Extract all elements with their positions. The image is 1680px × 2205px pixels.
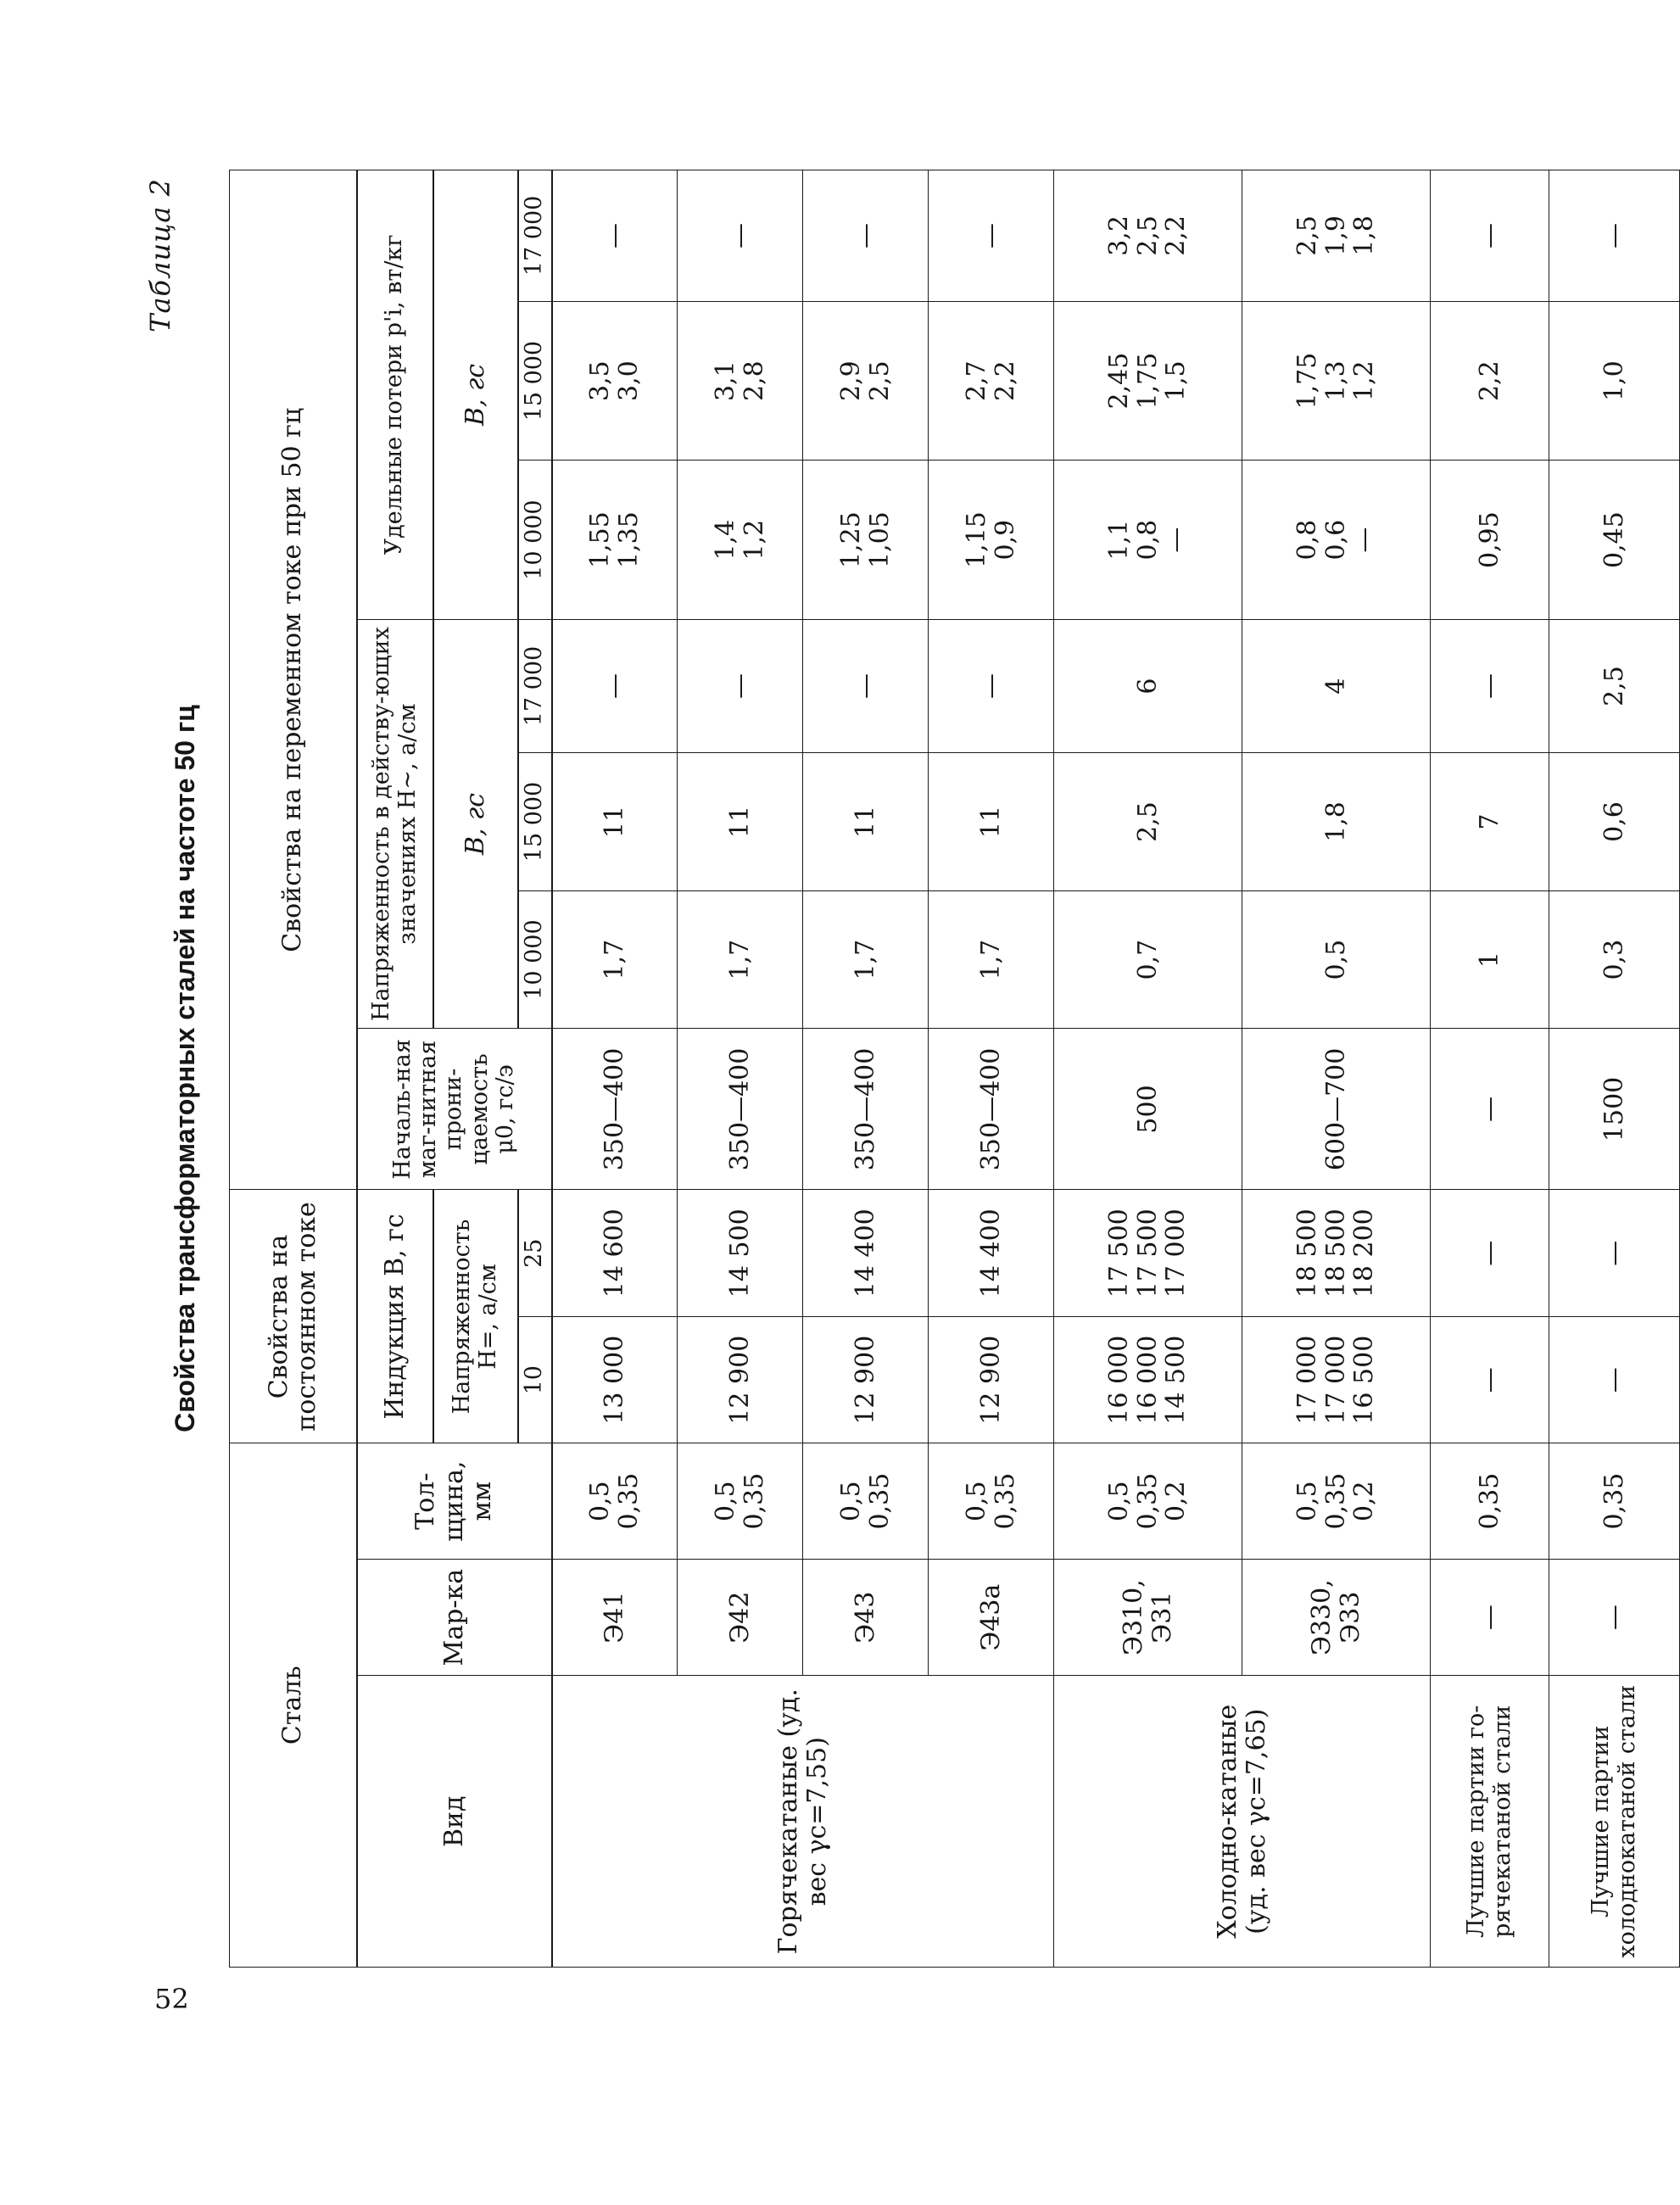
loss-10000-cell — [1054, 461, 1242, 620]
thickness-cell — [1242, 1443, 1431, 1559]
loss-15000-value: 1,75 — [1292, 352, 1323, 410]
steel-type-cell: Лучшие партии го-рячекатаной стали — [1431, 1676, 1549, 1968]
dc-induction-25-value: — — [1474, 1240, 1504, 1266]
ac-field-15000-cell: 11 — [678, 753, 803, 891]
initial-permeability-cell: 350—400 — [678, 1029, 803, 1190]
loss-17000-value: 2,5 — [1132, 215, 1163, 256]
dc-induction-25-value: 14 400 — [975, 1209, 1006, 1298]
ac-field-15000-cell: 0,6 — [1549, 753, 1680, 891]
grade-cell — [552, 1559, 678, 1676]
header-ac-field-strength: Напряженность в действу-ющих значениях H~, а/см — [357, 619, 433, 1029]
thickness-value: 0,35 — [739, 1472, 769, 1530]
loss-17000-value: — — [599, 222, 629, 248]
loss-10000-value: 0,9 — [990, 519, 1020, 561]
ac-field-17000-cell: — — [1431, 619, 1549, 752]
ac-field-17000-cell: 4 — [1242, 619, 1431, 752]
loss-10000-value: 1,25 — [835, 511, 866, 569]
ac-field-17000-cell: 2,5 — [1549, 619, 1680, 752]
header-ac-10000: 10 000 — [518, 890, 552, 1029]
header-grade: Мар-ка — [357, 1559, 552, 1676]
dc-induction-10-value: 12 900 — [724, 1335, 755, 1425]
dc-induction-10-value: — — [1474, 1367, 1504, 1393]
ac-field-10000-cell: 1 — [1431, 890, 1549, 1029]
ac-field-17000-cell: — — [678, 619, 803, 752]
loss-10000-value: — — [1161, 527, 1192, 553]
loss-15000-value: 3,5 — [585, 360, 616, 401]
loss-10000-cell — [803, 461, 929, 620]
header-dc-field-strength: Напряженность H=, а/см — [433, 1190, 518, 1443]
thickness-value: 0,35 — [1320, 1472, 1351, 1530]
loss-15000-value: 2,45 — [1104, 352, 1135, 410]
dc-induction-25-cell — [678, 1190, 803, 1316]
loss-15000-value: 2,2 — [1474, 360, 1504, 401]
loss-15000-value: 1,3 — [1320, 360, 1351, 401]
ac-field-10000-cell: 1,7 — [803, 890, 929, 1029]
header-ac-17000: 17 000 — [518, 619, 552, 752]
ac-field-17000-cell: — — [929, 619, 1054, 752]
loss-15000-value: 2,5 — [864, 360, 895, 401]
ac-field-15000-cell: 7 — [1431, 753, 1549, 891]
header-initial-permeability: Началь-ная маг-нитная прони-цаемость μ0, гс/э — [357, 1029, 552, 1190]
header-loss-b: B, гс — [433, 170, 518, 620]
thickness-value: 0,35 — [613, 1472, 644, 1530]
dc-induction-25-cell — [1054, 1190, 1242, 1316]
dc-induction-10-value: — — [1599, 1367, 1629, 1393]
grade-value: Э31 — [1147, 1591, 1177, 1644]
loss-15000-cell — [552, 301, 678, 461]
thickness-cell — [1431, 1443, 1549, 1559]
ac-field-10000-cell: 0,7 — [1054, 890, 1242, 1029]
grade-cell — [678, 1559, 803, 1676]
ac-field-15000-cell: 2,5 — [1054, 753, 1242, 891]
dc-induction-10-value: 16 500 — [1349, 1335, 1380, 1425]
ac-field-15000-cell: 1,8 — [1242, 753, 1431, 891]
dc-induction-25-value: 17 500 — [1132, 1209, 1163, 1298]
header-dc-25: 25 — [518, 1190, 552, 1316]
table-row — [1431, 170, 1549, 1968]
initial-permeability-cell: 600—700 — [1242, 1029, 1431, 1190]
loss-17000-value: — — [724, 222, 755, 248]
thickness-value: 0,35 — [1599, 1472, 1629, 1530]
thickness-value: 0,5 — [961, 1481, 991, 1521]
grade-value: Э310, — [1118, 1579, 1148, 1656]
grade-value: Э41 — [599, 1591, 629, 1644]
steel-type-cell: Лучшие партии холоднокатаной стали — [1549, 1676, 1680, 1968]
ac-field-10000-cell: 1,7 — [552, 890, 678, 1029]
loss-15000-cell — [1054, 301, 1242, 461]
dc-induction-10-value: 14 500 — [1161, 1335, 1192, 1425]
dc-induction-25-value: 18 200 — [1349, 1209, 1380, 1298]
loss-15000-value: 2,2 — [990, 360, 1020, 401]
initial-permeability-cell: 350—400 — [552, 1029, 678, 1190]
loss-10000-value: 1,4 — [710, 519, 740, 561]
loss-10000-cell — [1431, 461, 1549, 620]
loss-15000-cell — [803, 301, 929, 461]
loss-17000-value: 2,2 — [1161, 215, 1192, 256]
dc-induction-25-value: 14 500 — [724, 1209, 755, 1298]
dc-induction-10-value: 12 900 — [975, 1335, 1006, 1425]
loss-10000-value: 1,05 — [864, 511, 895, 569]
grade-cell — [1549, 1559, 1680, 1676]
loss-17000-value: 1,9 — [1320, 215, 1351, 256]
dc-induction-25-value: — — [1599, 1240, 1629, 1266]
loss-10000-cell — [1242, 461, 1431, 620]
loss-17000-value: — — [850, 222, 880, 248]
thickness-value: 0,35 — [990, 1472, 1020, 1530]
grade-value: Э43 — [850, 1591, 880, 1644]
header-ac-b: B, гс — [433, 619, 518, 1029]
grade-value: — — [1599, 1605, 1629, 1631]
ac-field-15000-cell: 11 — [929, 753, 1054, 891]
page-number: 52 — [154, 1983, 189, 2015]
loss-15000-cell — [929, 301, 1054, 461]
loss-15000-value: 2,9 — [835, 360, 866, 401]
dc-induction-10-value: 17 000 — [1320, 1335, 1351, 1425]
ac-field-10000-cell: 1,7 — [929, 890, 1054, 1029]
ac-field-17000-cell: 6 — [1054, 619, 1242, 752]
header-dc-10: 10 — [518, 1316, 552, 1443]
header-loss-15000: 15 000 — [518, 301, 552, 461]
loss-10000-value: 0,8 — [1132, 519, 1163, 561]
dc-induction-10-value: 17 000 — [1292, 1335, 1323, 1425]
grade-cell — [1242, 1559, 1431, 1676]
loss-17000-cell — [678, 170, 803, 302]
loss-10000-cell — [678, 461, 803, 620]
header-type: Вид — [357, 1676, 552, 1968]
ac-field-15000-cell: 11 — [552, 753, 678, 891]
initial-permeability-cell: 1500 — [1549, 1029, 1680, 1190]
table-title: Свойства трансформаторных сталей на частоте 50 гц — [170, 705, 200, 1432]
thickness-value: 0,5 — [1104, 1481, 1135, 1521]
loss-10000-cell — [552, 461, 678, 620]
loss-10000-value: 1,15 — [961, 511, 991, 569]
loss-10000-value: 1,35 — [613, 511, 644, 569]
loss-10000-value: 1,2 — [739, 519, 769, 561]
loss-17000-value: 1,8 — [1349, 215, 1380, 256]
table-body — [552, 170, 1680, 1968]
grade-value: — — [1474, 1605, 1504, 1631]
dc-induction-25-value: 18 500 — [1292, 1209, 1323, 1298]
table-label: Таблица 2 — [144, 178, 176, 332]
thickness-cell — [552, 1443, 678, 1559]
grade-value: Э42 — [724, 1591, 755, 1644]
dc-induction-25-cell — [929, 1190, 1054, 1316]
loss-15000-cell — [1549, 301, 1680, 461]
ac-field-10000-cell: 1,7 — [678, 890, 803, 1029]
loss-15000-value: 2,7 — [961, 360, 991, 401]
dc-induction-10-value: 12 900 — [850, 1335, 880, 1425]
thickness-cell — [803, 1443, 929, 1559]
thickness-cell — [929, 1443, 1054, 1559]
loss-17000-cell — [1242, 170, 1431, 302]
loss-17000-cell — [929, 170, 1054, 302]
header-thickness: Тол-щина, мм — [357, 1443, 552, 1559]
grade-cell — [1054, 1559, 1242, 1676]
dc-induction-10-value: 16 000 — [1132, 1335, 1163, 1425]
thickness-cell — [1054, 1443, 1242, 1559]
dc-induction-25-cell — [803, 1190, 929, 1316]
dc-induction-10-cell — [803, 1316, 929, 1443]
initial-permeability-cell: — — [1431, 1029, 1549, 1190]
loss-17000-value: — — [975, 222, 1006, 248]
loss-10000-value: 0,6 — [1320, 519, 1351, 561]
loss-10000-value: 1,1 — [1104, 519, 1135, 561]
loss-17000-value: — — [1599, 222, 1629, 248]
dc-induction-10-cell — [1549, 1316, 1680, 1443]
loss-15000-value: 3,1 — [710, 360, 740, 401]
loss-10000-value: 1,55 — [585, 511, 616, 569]
dc-induction-25-value: 17 000 — [1161, 1209, 1192, 1298]
ac-field-10000-cell: 0,3 — [1549, 890, 1680, 1029]
dc-induction-25-cell — [1242, 1190, 1431, 1316]
loss-15000-value: 1,2 — [1349, 360, 1380, 401]
loss-10000-cell — [1549, 461, 1680, 620]
grade-value: Э330, — [1306, 1579, 1337, 1656]
loss-15000-value: 1,5 — [1161, 360, 1192, 401]
thickness-value: 0,35 — [864, 1472, 895, 1530]
dc-induction-10-value: 16 000 — [1104, 1335, 1135, 1425]
header-dc-properties: Свойства на постоянном токе — [230, 1190, 357, 1443]
loss-15000-cell — [1242, 301, 1431, 461]
header-steel: Сталь — [230, 1443, 357, 1968]
loss-10000-value: 0,95 — [1474, 511, 1504, 569]
header-induction: Индукция B, гс — [357, 1190, 433, 1443]
dc-induction-25-cell — [552, 1190, 678, 1316]
loss-15000-value: 1,75 — [1132, 352, 1163, 410]
thickness-value: 0,5 — [710, 1481, 740, 1521]
loss-17000-cell — [1549, 170, 1680, 302]
loss-17000-cell — [1054, 170, 1242, 302]
group-cold-rolled: Холодно-катаные (уд. вес γс=7,65) — [1054, 1676, 1431, 1968]
rotated-table-block — [144, 170, 1640, 1968]
initial-permeability-cell: 350—400 — [803, 1029, 929, 1190]
dc-induction-10-cell — [1242, 1316, 1431, 1443]
steel-properties-table — [229, 170, 1680, 1968]
header-ac-properties: Свойства на переменном токе при 50 гц — [230, 170, 357, 1190]
loss-15000-cell — [678, 301, 803, 461]
loss-15000-value: 3,0 — [613, 360, 644, 401]
header-specific-loss: Удельные потери p'i, вт/кг — [357, 170, 433, 620]
table-row — [1549, 170, 1680, 1968]
loss-17000-value: 2,5 — [1292, 215, 1323, 256]
dc-induction-10-cell — [1431, 1316, 1549, 1443]
loss-15000-cell — [1431, 301, 1549, 461]
thickness-value: 0,5 — [1292, 1481, 1323, 1521]
dc-induction-25-value: 14 400 — [850, 1209, 880, 1298]
dc-induction-25-value: 17 500 — [1104, 1209, 1135, 1298]
initial-permeability-cell: 500 — [1054, 1029, 1242, 1190]
loss-10000-value: 0,8 — [1292, 519, 1323, 561]
header-loss-17000: 17 000 — [518, 170, 552, 302]
loss-17000-value: — — [1474, 222, 1504, 248]
thickness-cell — [678, 1443, 803, 1559]
loss-17000-value: 3,2 — [1104, 215, 1135, 256]
thickness-cell — [1549, 1443, 1680, 1559]
dc-induction-25-cell — [1431, 1190, 1549, 1316]
loss-10000-value: 0,45 — [1599, 511, 1629, 569]
loss-15000-value: 1,0 — [1599, 360, 1629, 401]
header-loss-10000: 10 000 — [518, 461, 552, 620]
loss-17000-cell — [552, 170, 678, 302]
dc-induction-10-cell — [929, 1316, 1054, 1443]
thickness-value: 0,2 — [1161, 1481, 1192, 1521]
thickness-value: 0,5 — [835, 1481, 866, 1521]
ac-field-17000-cell: — — [803, 619, 929, 752]
dc-induction-25-value: 18 500 — [1320, 1209, 1351, 1298]
thickness-value: 0,35 — [1474, 1472, 1504, 1530]
loss-10000-value: — — [1349, 527, 1380, 553]
dc-induction-10-value: 13 000 — [599, 1335, 629, 1425]
loss-15000-value: 2,8 — [739, 360, 769, 401]
loss-10000-cell — [929, 461, 1054, 620]
grade-value: Э33 — [1335, 1591, 1365, 1644]
ac-field-15000-cell: 11 — [803, 753, 929, 891]
loss-17000-cell — [1431, 170, 1549, 302]
dc-induction-25-cell — [1549, 1190, 1680, 1316]
thickness-value: 0,2 — [1349, 1481, 1380, 1521]
dc-induction-10-cell — [552, 1316, 678, 1443]
dc-induction-10-cell — [1054, 1316, 1242, 1443]
grade-cell — [803, 1559, 929, 1676]
ac-field-10000-cell: 0,5 — [1242, 890, 1431, 1029]
thickness-value: 0,35 — [1132, 1472, 1163, 1530]
table-row — [1054, 170, 1242, 1968]
dc-induction-25-value: 14 600 — [599, 1209, 629, 1298]
grade-value: Э43а — [975, 1583, 1006, 1651]
header-ac-15000: 15 000 — [518, 753, 552, 891]
dc-induction-10-cell — [678, 1316, 803, 1443]
group-hot-rolled: Горячекатаные (уд. вес γс=7,55) — [552, 1676, 1054, 1968]
table-row — [552, 170, 678, 1968]
grade-cell — [929, 1559, 1054, 1676]
ac-field-17000-cell: — — [552, 619, 678, 752]
initial-permeability-cell: 350—400 — [929, 1029, 1054, 1190]
loss-17000-cell — [803, 170, 929, 302]
grade-cell — [1431, 1559, 1549, 1676]
thickness-value: 0,5 — [585, 1481, 616, 1521]
